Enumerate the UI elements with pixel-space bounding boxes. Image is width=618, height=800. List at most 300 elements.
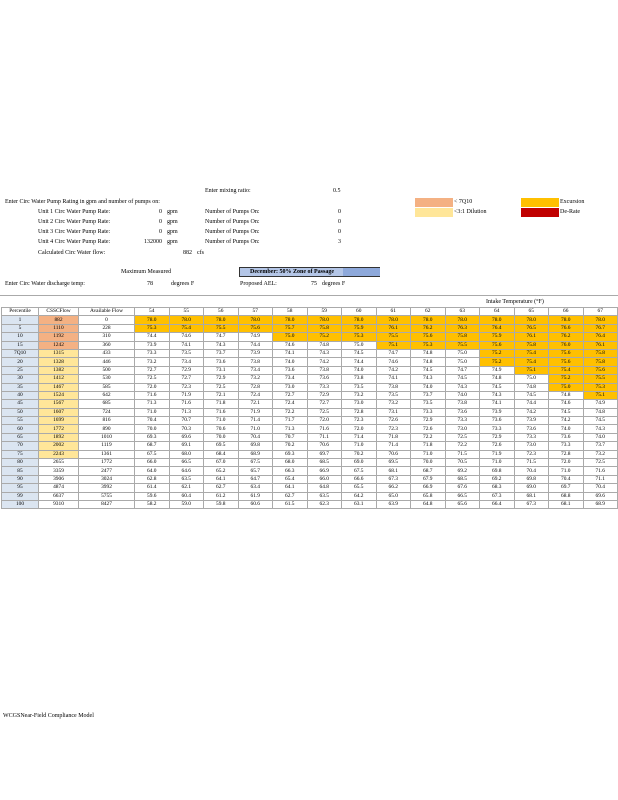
temp-cell: 72.7: [307, 400, 342, 408]
table-row: [2, 459, 618, 467]
temp-cell: 74.8: [480, 375, 515, 383]
temp-cell: 74.1: [169, 341, 204, 349]
temp-cell: 74.2: [376, 366, 411, 374]
header-percentile: Percentile: [2, 308, 39, 316]
temp-cell: 75.8: [445, 333, 480, 341]
table-row: [2, 475, 618, 483]
temp-cell: 75.4: [514, 349, 549, 357]
flow-cell: 2002: [39, 442, 79, 450]
temp-cell: 61.2: [204, 492, 239, 500]
temp-cell: 75.1: [514, 366, 549, 374]
table-row: [2, 349, 618, 357]
flow-cell: 1192: [39, 333, 79, 341]
zone-box: [239, 267, 380, 277]
percentile-cell: 95: [2, 484, 39, 492]
temp-cell: 74.7: [445, 366, 480, 374]
table-row: [2, 400, 618, 408]
header-temp: 58: [273, 308, 308, 316]
temp-cell: 75.0: [342, 341, 377, 349]
percentile-cell: 7Q10: [2, 349, 39, 357]
temp-cell: 75.0: [549, 383, 584, 391]
flow-cell: 1607: [39, 408, 79, 416]
temp-cell: 67.5: [135, 450, 170, 458]
temp-cell: 75.4: [514, 358, 549, 366]
table-row: [2, 442, 618, 450]
temp-cell: 74.5: [480, 383, 515, 391]
temp-cell: 72.0: [307, 417, 342, 425]
percentile-cell: 10: [2, 333, 39, 341]
temp-cell: 74.3: [411, 375, 446, 383]
table-row: [2, 391, 618, 399]
table-row: [2, 408, 618, 416]
table-row: [2, 333, 618, 341]
temp-cell: 62.1: [169, 484, 204, 492]
unit-rate-unit: gpm: [167, 239, 178, 245]
flow-cell: 1110: [39, 324, 79, 332]
flow-cell: 1567: [39, 400, 79, 408]
temp-cell: 73.5: [376, 391, 411, 399]
temp-cell: 74.2: [549, 417, 584, 425]
temp-cell: 73.5: [169, 349, 204, 357]
temp-cell: 76.6: [549, 324, 584, 332]
temp-cell: 71.8: [411, 442, 446, 450]
temp-cell: 70.2: [273, 442, 308, 450]
temp-cell: 73.4: [273, 375, 308, 383]
temp-cell: 63.4: [238, 484, 273, 492]
calc-flow-unit: cfs: [197, 250, 204, 256]
header-temp: 62: [411, 308, 446, 316]
temp-cell: 69.3: [273, 450, 308, 458]
available-flow-cell: 585: [79, 383, 135, 391]
temp-cell: 75.6: [480, 341, 515, 349]
temp-cell: 64.1: [204, 475, 239, 483]
temp-cell: 72.6: [376, 417, 411, 425]
temp-cell: 68.7: [135, 442, 170, 450]
temp-cell: 73.3: [445, 417, 480, 425]
header-temp: 61: [376, 308, 411, 316]
legend-label-7q10: < 7Q10: [454, 199, 473, 205]
temp-cell: 75.3: [411, 341, 446, 349]
percentile-cell: 90: [2, 475, 39, 483]
temp-cell: 76.4: [583, 333, 618, 341]
temp-cell: 59.6: [135, 492, 170, 500]
flow-cell: 1242: [39, 341, 79, 349]
temp-cell: 74.1: [480, 400, 515, 408]
flow-cell: 6637: [39, 492, 79, 500]
temp-cell: 72.7: [169, 375, 204, 383]
temp-cell: 74.5: [445, 375, 480, 383]
temp-cell: 69.6: [583, 492, 618, 500]
temp-cell: 66.0: [307, 475, 342, 483]
temp-cell: 71.5: [514, 459, 549, 467]
temp-cell: 63.1: [342, 500, 377, 508]
temp-cell: 71.0: [549, 467, 584, 475]
table-row: [2, 417, 618, 425]
temp-cell: 78.0: [273, 316, 308, 324]
temp-cell: 78.0: [549, 316, 584, 324]
temp-cell: 70.4: [514, 467, 549, 475]
flow-cell: 882: [39, 316, 79, 324]
temp-cell: 73.7: [204, 349, 239, 357]
unit-rate-label: Unit 4 Circ Water Pump Rate:: [38, 239, 111, 245]
mixing-ratio-value[interactable]: 0.5: [333, 188, 341, 194]
temp-cell: 74.3: [307, 349, 342, 357]
temp-cell: 75.3: [583, 383, 618, 391]
available-flow-cell: 642: [79, 391, 135, 399]
table-row: [2, 425, 618, 433]
header-temp: 59: [307, 308, 342, 316]
flow-cell: 3359: [39, 467, 79, 475]
temp-cell: 73.3: [411, 408, 446, 416]
temp-cell: 73.2: [376, 400, 411, 408]
temp-cell: 70.5: [445, 459, 480, 467]
pumps-on-label: Number of Pumps On:: [205, 209, 260, 215]
unit-rate-value[interactable]: 0: [159, 229, 162, 235]
table-row: [2, 324, 618, 332]
unit-rate-value[interactable]: 132000: [144, 239, 162, 245]
compliance-table: [1, 307, 618, 509]
pumps-on-value[interactable]: 0: [338, 209, 341, 215]
temp-cell: 61.4: [135, 484, 170, 492]
pumps-on-value[interactable]: 3: [338, 239, 341, 245]
temp-cell: 73.8: [376, 383, 411, 391]
unit-rate-value[interactable]: 0: [159, 219, 162, 225]
temp-cell: 74.3: [583, 425, 618, 433]
temp-cell: 76.4: [480, 324, 515, 332]
temp-cell: 72.9: [204, 375, 239, 383]
temp-cell: 74.0: [273, 358, 308, 366]
temp-cell: 75.6: [238, 324, 273, 332]
temp-cell: 78.0: [204, 316, 239, 324]
available-flow-cell: 1010: [79, 433, 135, 441]
pumps-on-value[interactable]: 0: [338, 229, 341, 235]
table-header-row: [2, 308, 618, 316]
temp-cell: 74.5: [514, 391, 549, 399]
percentile-cell: 65: [2, 433, 39, 441]
temp-cell: 73.3: [549, 442, 584, 450]
temp-cell: 70.4: [238, 433, 273, 441]
available-flow-cell: 446: [79, 358, 135, 366]
temp-cell: 73.2: [135, 358, 170, 366]
temp-cell: 65.0: [376, 492, 411, 500]
temp-cell: 76.1: [583, 341, 618, 349]
percentile-cell: 75: [2, 450, 39, 458]
temp-cell: 69.7: [307, 450, 342, 458]
temp-cell: 72.5: [135, 375, 170, 383]
temp-cell: 72.5: [583, 459, 618, 467]
temp-cell: 76.5: [514, 324, 549, 332]
percentile-cell: 15: [2, 341, 39, 349]
temp-cell: 71.8: [204, 400, 239, 408]
flow-cell: 1315: [39, 349, 79, 357]
available-flow-cell: 1119: [79, 442, 135, 450]
temp-cell: 73.8: [238, 358, 273, 366]
temp-cell: 67.0: [204, 459, 239, 467]
available-flow-cell: 1361: [79, 450, 135, 458]
temp-cell: 63.5: [169, 475, 204, 483]
temp-cell: 68.3: [480, 484, 515, 492]
pumps-on-value[interactable]: 0: [338, 219, 341, 225]
temp-cell: 72.3: [342, 417, 377, 425]
mixing-ratio-label: Enter mixing ratio:: [205, 188, 251, 194]
temp-cell: 75.0: [445, 349, 480, 357]
temp-cell: 69.1: [169, 442, 204, 450]
temp-cell: 73.7: [583, 442, 618, 450]
temp-cell: 72.3: [514, 450, 549, 458]
header-temp: 64: [480, 308, 515, 316]
temp-cell: 78.0: [445, 316, 480, 324]
available-flow-cell: 433: [79, 349, 135, 357]
temp-cell: 74.7: [204, 333, 239, 341]
temp-cell: 70.4: [135, 417, 170, 425]
percentile-cell: 60: [2, 425, 39, 433]
temp-cell: 67.9: [411, 475, 446, 483]
temp-cell: 72.5: [204, 383, 239, 391]
temp-cell: 66.3: [273, 467, 308, 475]
header-temp: 54: [135, 308, 170, 316]
temp-cell: 73.0: [342, 400, 377, 408]
temp-cell: 73.8: [307, 366, 342, 374]
flow-cell: 1382: [39, 366, 79, 374]
temp-cell: 74.8: [411, 358, 446, 366]
temp-cell: 68.1: [376, 467, 411, 475]
temp-cell: 68.4: [204, 450, 239, 458]
temp-cell: 70.0: [135, 425, 170, 433]
temp-cell: 67.3: [514, 500, 549, 508]
temp-cell: 72.9: [307, 391, 342, 399]
temp-cell: 70.6: [307, 442, 342, 450]
temp-cell: 75.2: [307, 333, 342, 341]
unit-rate-unit: gpm: [167, 219, 178, 225]
temp-cell: 75.3: [342, 333, 377, 341]
available-flow-cell: 3992: [79, 484, 135, 492]
temp-cell: 74.3: [204, 341, 239, 349]
temp-cell: 73.7: [411, 391, 446, 399]
temp-cell: 67.6: [445, 484, 480, 492]
temp-cell: 66.5: [169, 459, 204, 467]
temp-cell: 72.8: [238, 383, 273, 391]
temp-cell: 75.0: [273, 333, 308, 341]
temp-cell: 68.0: [273, 459, 308, 467]
temp-cell: 72.4: [238, 391, 273, 399]
header-temp: 56: [204, 308, 239, 316]
intake-temp-label: Intake Temperature (°F): [486, 299, 544, 305]
percentile-cell: 80: [2, 459, 39, 467]
available-flow-cell: 360: [79, 341, 135, 349]
temp-cell: 74.8: [411, 349, 446, 357]
table-row: [2, 316, 618, 324]
temp-cell: 71.5: [445, 450, 480, 458]
available-flow-cell: 1772: [79, 459, 135, 467]
calc-flow-value: 882: [183, 250, 192, 256]
temp-cell: 69.7: [549, 484, 584, 492]
temp-cell: 72.0: [549, 459, 584, 467]
table-row: [2, 366, 618, 374]
temp-cell: 76.7: [583, 324, 618, 332]
temp-cell: 72.7: [273, 391, 308, 399]
temp-cell: 73.0: [514, 442, 549, 450]
ael-value[interactable]: 75: [311, 281, 317, 287]
temp-cell: 74.1: [376, 375, 411, 383]
temp-cell: 75.8: [514, 341, 549, 349]
temp-cell: 60.4: [169, 492, 204, 500]
temp-cell: 66.9: [411, 484, 446, 492]
ael-label: Proposed AEL:: [240, 281, 277, 287]
temp-cell: 75.6: [583, 366, 618, 374]
temp-cell: 62.7: [273, 492, 308, 500]
temp-cell: 74.6: [273, 341, 308, 349]
temp-cell: 73.3: [480, 425, 515, 433]
temp-cell: 65.6: [445, 500, 480, 508]
legend-label-dilution: <3:1 Dilution: [454, 209, 487, 215]
temp-cell: 69.8: [480, 467, 515, 475]
table-row: [2, 358, 618, 366]
flow-cell: 1699: [39, 417, 79, 425]
temp-cell: 78.0: [583, 316, 618, 324]
temp-cell: 70.4: [583, 484, 618, 492]
temp-cell: 64.1: [273, 484, 308, 492]
temp-cell: 64.7: [238, 475, 273, 483]
temp-cell: 69.8: [238, 442, 273, 450]
temp-cell: 75.5: [445, 341, 480, 349]
temp-cell: 74.0: [445, 391, 480, 399]
temp-cell: 73.2: [238, 375, 273, 383]
unit-rate-label: Unit 3 Circ Water Pump Rate:: [38, 229, 111, 235]
temp-cell: 66.2: [376, 484, 411, 492]
temp-cell: 63.9: [376, 500, 411, 508]
temp-cell: 72.1: [204, 391, 239, 399]
temp-cell: 75.5: [583, 375, 618, 383]
legend-swatch-dilution: [415, 208, 453, 217]
temp-cell: 73.5: [411, 400, 446, 408]
temp-cell: 75.8: [583, 349, 618, 357]
percentile-cell: 45: [2, 400, 39, 408]
temp-cell: 74.7: [376, 349, 411, 357]
unit-rate-value[interactable]: 0: [159, 209, 162, 215]
temp-cell: 73.6: [549, 433, 584, 441]
temp-cell: 74.4: [514, 400, 549, 408]
temp-cell: 73.9: [135, 341, 170, 349]
temp-cell: 73.3: [135, 349, 170, 357]
table-row: [2, 341, 618, 349]
flow-cell: 1467: [39, 383, 79, 391]
temp-cell: 72.7: [135, 366, 170, 374]
temp-cell: 71.0: [480, 459, 515, 467]
pump-header: Enter Circ Water Pump Rating in gpm and number of pumps on:: [5, 199, 160, 205]
temp-cell: 75.0: [445, 358, 480, 366]
header-temp: 60: [342, 308, 377, 316]
temp-cell: 73.9: [238, 349, 273, 357]
temp-cell: 74.6: [169, 333, 204, 341]
pumps-on-label: Number of Pumps On:: [205, 229, 260, 235]
temp-cell: 74.2: [514, 408, 549, 416]
legend-swatch-7q10: [415, 198, 453, 207]
temp-cell: 68.9: [238, 450, 273, 458]
flow-cell: 1328: [39, 358, 79, 366]
temp-cell: 72.9: [480, 433, 515, 441]
temp-cell: 64.6: [169, 467, 204, 475]
temp-cell: 73.6: [514, 425, 549, 433]
flow-cell: 2655: [39, 459, 79, 467]
available-flow-cell: 2477: [79, 467, 135, 475]
temp-cell: 74.8: [583, 408, 618, 416]
temp-cell: 58.2: [135, 500, 170, 508]
temp-cell: 70.0: [204, 433, 239, 441]
temp-cell: 73.3: [307, 383, 342, 391]
available-flow-cell: 530: [79, 375, 135, 383]
percentile-cell: 20: [2, 358, 39, 366]
temp-cell: 68.5: [307, 459, 342, 467]
percentile-cell: 40: [2, 391, 39, 399]
temp-cell: 71.1: [307, 433, 342, 441]
temp-cell: 75.2: [480, 349, 515, 357]
temp-cell: 65.7: [238, 467, 273, 475]
unit-rate-unit: gpm: [167, 209, 178, 215]
flow-cell: 3906: [39, 475, 79, 483]
discharge-label: Enter Circ Water discharge temp:: [5, 281, 85, 287]
temp-cell: 69.0: [342, 459, 377, 467]
temp-cell: 65.2: [204, 467, 239, 475]
temp-cell: 74.8: [549, 391, 584, 399]
ael-unit: degrees F: [322, 281, 346, 287]
temp-cell: 64.8: [307, 484, 342, 492]
temp-cell: 71.6: [307, 425, 342, 433]
discharge-value[interactable]: 78: [147, 281, 153, 287]
temp-cell: 78.0: [307, 316, 342, 324]
temp-cell: 70.4: [549, 475, 584, 483]
table-top-rule: [0, 295, 618, 296]
flow-cell: 1412: [39, 375, 79, 383]
header-temp: 65: [514, 308, 549, 316]
temp-cell: 78.0: [514, 316, 549, 324]
temp-cell: 74.3: [480, 391, 515, 399]
temp-cell: 71.6: [135, 391, 170, 399]
table-row: [2, 375, 618, 383]
available-flow-cell: 228: [79, 324, 135, 332]
temp-cell: 70.2: [342, 450, 377, 458]
temp-cell: 61.5: [273, 500, 308, 508]
temp-cell: 71.0: [204, 417, 239, 425]
temp-cell: 71.3: [273, 425, 308, 433]
temp-cell: 78.0: [480, 316, 515, 324]
temp-cell: 70.7: [169, 417, 204, 425]
temp-cell: 70.3: [169, 425, 204, 433]
temp-cell: 66.6: [342, 475, 377, 483]
temp-cell: 72.3: [376, 425, 411, 433]
percentile-cell: 85: [2, 467, 39, 475]
temp-cell: 70.6: [376, 450, 411, 458]
temp-cell: 74.4: [238, 341, 273, 349]
percentile-cell: 1: [2, 316, 39, 324]
temp-cell: 68.1: [514, 492, 549, 500]
temp-cell: 73.8: [445, 400, 480, 408]
temp-cell: 78.0: [135, 316, 170, 324]
temp-cell: 67.3: [376, 475, 411, 483]
temp-cell: 75.4: [169, 324, 204, 332]
temp-cell: 70.0: [411, 459, 446, 467]
table-row: [2, 383, 618, 391]
temp-cell: 72.5: [307, 408, 342, 416]
temp-cell: 73.6: [204, 358, 239, 366]
temp-cell: 72.6: [480, 442, 515, 450]
temp-cell: 74.5: [583, 417, 618, 425]
temp-cell: 73.0: [273, 383, 308, 391]
legend-swatch-excursion: [521, 198, 559, 207]
temp-cell: 66.4: [480, 500, 515, 508]
zone-box-fill: [343, 268, 380, 276]
temp-cell: 71.0: [342, 442, 377, 450]
temp-cell: 71.7: [273, 417, 308, 425]
